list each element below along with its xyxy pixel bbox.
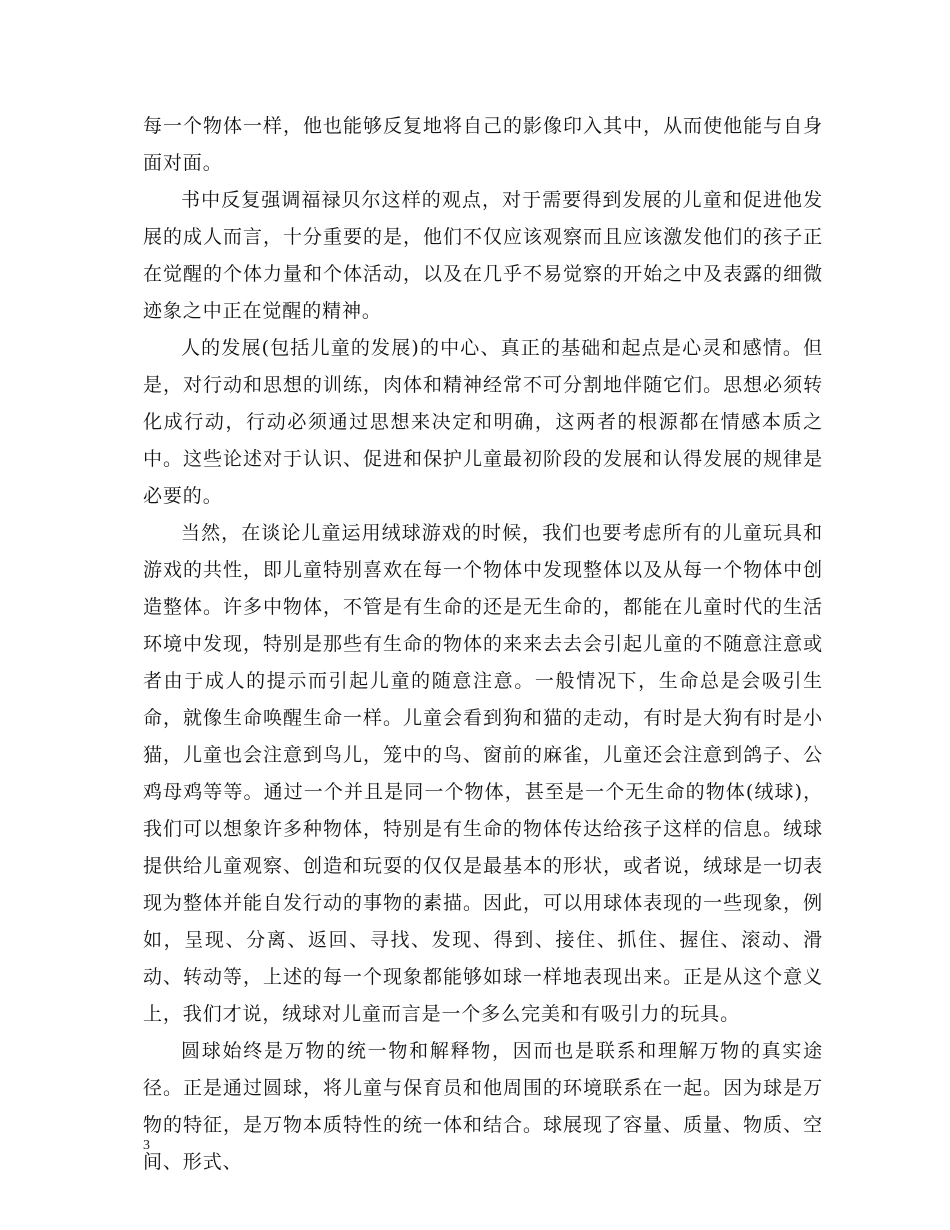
document-body — [143, 108, 823, 1181]
paragraph-continuation: 每一个物体一样，他也能够反复地将自己的影像印入其中，从而使他能与自身面对面。 — [143, 115, 823, 174]
paragraph: 圆球始终是万物的统一物和解释物，因而也是联系和理解万物的真实途径。正是通过圆球，将儿童与保育员和他周围的环境联系在一起。因为球是万物的特征，是万物本质特性的统一体和结合。球展现了容量、质量、物质、空间、形式、 — [143, 1040, 823, 1173]
paragraph: 人的发展(包括儿童的发展)的中心、真正的基础和起点是心灵和感情。但是，对行动和思想的训练，肉体和精神经常不可分割地伴随它们。思想必须转化成行动，行动必须通过思想来决定和明确，这两者的根源都在情感本质之中。这些论述对于认识、促进和保护儿童最初阶段的发展和认得发展的规律是必要的。 — [143, 337, 823, 507]
paragraph: 当然，在谈论儿童运用绒球游戏的时候，我们也要考虑所有的儿童玩具和游戏的共性，即儿童特别喜欢在每一个物体中发现整体以及从每一个物体中创造整体。许多中物体，不管是有生命的还是无生命的，都能在儿童时代的生活环境中发现，特别是那些有生命的物体的来来去去会引起儿童的不随意注意或者由于成人的提示而引起儿童的随意注意。一般情况下，生命总是会吸引生命，就像生命唤醒生命一样。儿童会看到狗和猫的走动，有时是大狗有时是小猫，儿童也会注意到鸟儿，笼中的鸟、窗前的麻雀，儿童还会注意到鸽子、公鸡母鸡等等。通过一个并且是同一个物体，甚至是一个无生命的物体(绒球)，我们可以想象许多种物体，特别是有生命的物体传达给孩子这样的信息。绒球提供给儿童观察、创造和玩耍的仅仅是最基本的形状，或者说，绒球是一切表现为整体并能自发行动的事物的素描。因此，可以用球体表现的一些现象，例如，呈现、分离、返回、寻找、发现、得到、接住、抓住、握住、滚动、滑动、转动等，上述的每一个现象都能够如球一样地表现出来。正是从这个意义上，我们才说，绒球对儿童而言是一个多么完美和有吸引力的玩具。 — [143, 522, 823, 1025]
page-number: 3 — [143, 1138, 150, 1153]
paragraph: 书中反复强调福禄贝尔这样的观点，对于需要得到发展的儿童和促进他发展的成人而言，十分重要的是，他们不仅应该观察而且应该激发他们的孩子正在觉醒的个体力量和个体活动，以及在几乎不易觉察的开始之中及表露的细微迹象之中正在觉醒的精神。 — [143, 189, 823, 322]
